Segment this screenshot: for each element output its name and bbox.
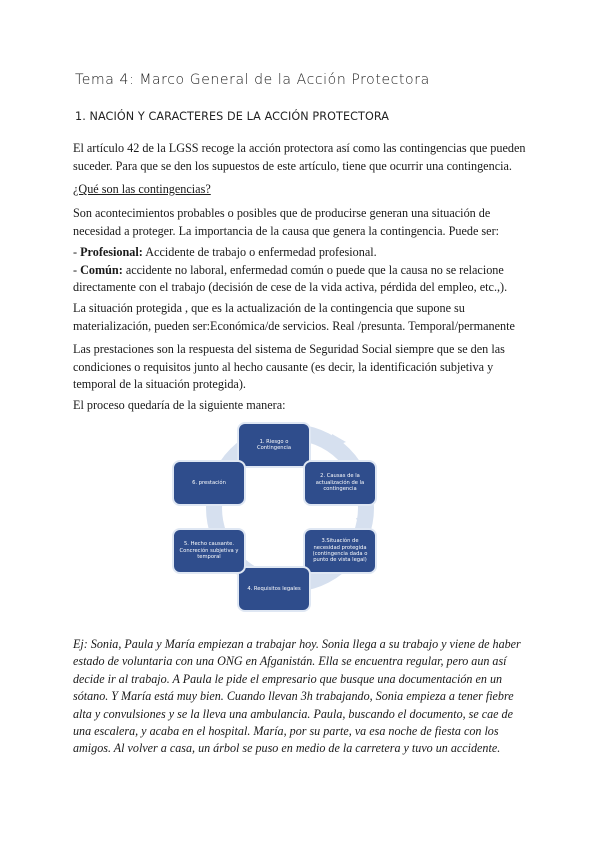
cycle-ring	[170, 418, 590, 608]
page-title: Tema 4: Marco General de la Acción Protectora	[75, 72, 430, 88]
list-item	[73, 244, 528, 262]
example-line: Ej: Sonia, Paula y María empiezan a trabajar hoy. Sonia llega a su trabajo y viene de haber	[73, 637, 521, 651]
cycle-node-legal-requirements: 4. Requisitos legales	[237, 566, 311, 612]
cycle-node-risk: 1. Riesgo o Contingencia	[237, 422, 311, 468]
list-term: Común:	[80, 262, 123, 277]
process-cycle-diagram	[170, 418, 590, 608]
paragraph-definition	[73, 205, 528, 240]
example-line: decide ir al trabajo. A Paula le pide el empresario que busque una documentación en un	[73, 671, 503, 686]
cycle-node-protected-situation: 3.Situación de necesidad protegida (contingencia dada o punto de vista legal)	[303, 528, 377, 574]
paragraph-line: El artículo 42 de la LGSS recoge la acción protectora así como las contingencias que pueden	[73, 141, 526, 155]
example-line: sótano. Y María está muy bien. Cuando llevan 3h trabajando, Sonia empieza a tener fiebre	[73, 689, 514, 704]
paragraph-line: suceder. Para que se den los supuestos de este artículo, tiene que ocurrir una contingencia.	[73, 158, 512, 173]
paragraph-line: condiciones o requisitos junto al hecho causante (es decir, la identificación subjetiva y	[73, 359, 494, 374]
paragraph-process	[73, 397, 528, 415]
cycle-node-causal-event: 5. Hecho causante. Concreción subjetiva y temporal	[172, 528, 246, 574]
cycle-node-causes: 2. Causas de la actualización de la contingencia	[303, 460, 377, 506]
paragraph-line: Las prestaciones son la respuesta del sistema de Seguridad Social siempre que se den las	[73, 342, 505, 356]
list-text: accidente no laboral, enfermedad común o puede que la causa no se relacione	[122, 262, 504, 277]
paragraph-line: necesidad a proteger. La importancia de la causa que genera la contingencia. Puede ser:	[73, 223, 500, 238]
question-heading: ¿Qué son las contingencias?	[73, 182, 211, 196]
cycle-node-benefit: 6. prestación	[172, 460, 246, 506]
example-line: amigos. Al volver a casa, un árbol se puso en medio de la carretera y tuvo un accidente.	[73, 741, 501, 756]
paragraph-line: La situación protegida , que es la actualización de la contingencia que supone su	[73, 301, 465, 315]
paragraph-line: temporal de la situación protegida).	[73, 377, 246, 392]
list-item	[73, 262, 528, 280]
section-heading: 1. NACIÓN Y CARACTERES DE LA ACCIÓN PROTECTORA	[75, 110, 390, 123]
list-term: Profesional:	[80, 245, 143, 259]
list-dash: -	[73, 245, 81, 259]
paragraph-line: El proceso quedaría de la siguiente manera:	[73, 398, 286, 412]
example-line: una escalera, y acaba en el hospital. María, por su parte, va esa noche de fiesta con los	[73, 724, 499, 739]
example-paragraph	[73, 636, 533, 758]
contingency-list	[73, 244, 528, 297]
paragraph-situation	[73, 300, 528, 335]
example-line: alta y convulsiones y se la lleva una ambulancia. Paula, buscando el documento, se cae de	[73, 706, 513, 721]
paragraph-benefits	[73, 341, 528, 394]
paragraph-line: materialización, pueden ser:Económica/de servicios. Real /presunta. Temporal/permanente	[73, 318, 515, 333]
paragraph-line: Son acontecimientos probables o posibles que de producirse generan una situación de	[73, 206, 491, 220]
example-line: estado de voluntaria con una ONG en Afganistán. Ella se encuentra regular, pero aun así	[73, 654, 507, 669]
list-text: Accidente de trabajo o enfermedad profesional.	[142, 245, 377, 259]
list-dash: -	[73, 262, 81, 277]
list-item-continuation: directamente con el trabajo (decisión de cese de la vida activa, pérdida del empleo, etc.,).	[73, 280, 508, 295]
paragraph-intro	[73, 140, 528, 175]
